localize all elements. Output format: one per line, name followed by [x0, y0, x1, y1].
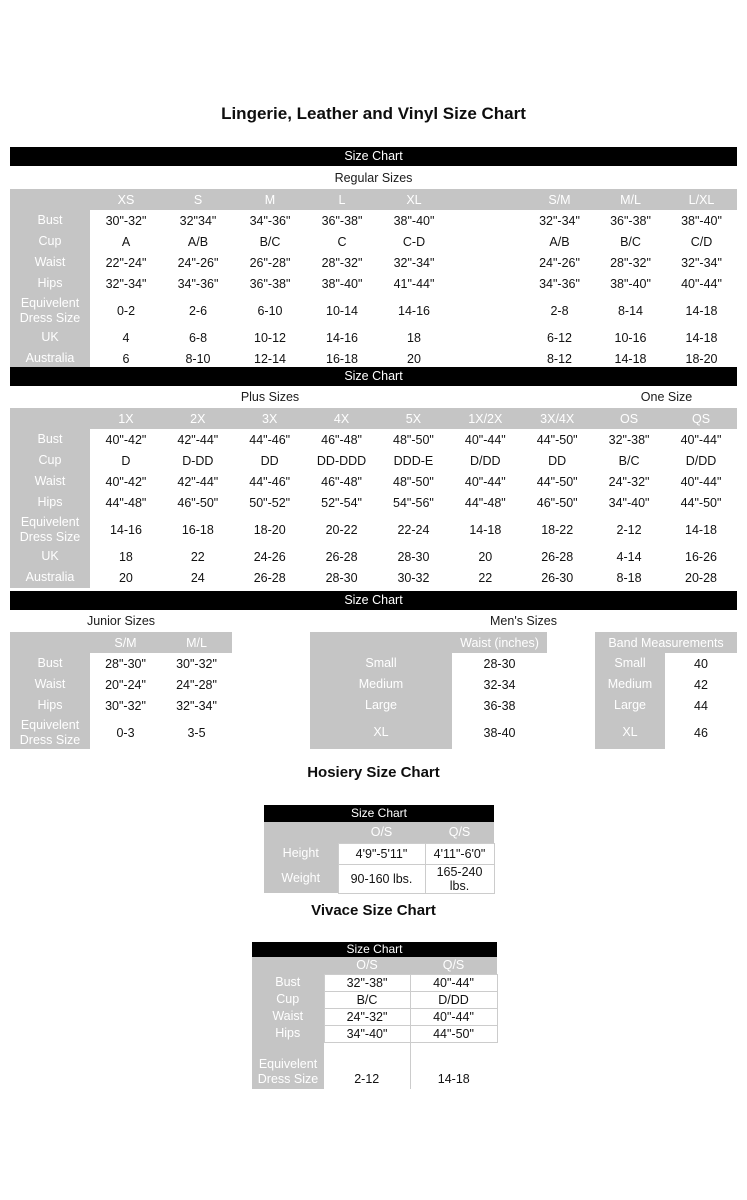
value-cell: 10-14 [306, 294, 378, 327]
row-label: Bust [10, 429, 90, 450]
value-cell: C-D [378, 231, 450, 252]
value-cell: 46"-50" [162, 492, 234, 513]
value-cell: 30"-32" [90, 695, 161, 716]
column-header: O/S [338, 822, 425, 843]
value-cell: 28-30 [378, 546, 450, 567]
gap-cell [450, 273, 524, 294]
row-label [252, 1042, 324, 1056]
mens-sizes-label: Men's Sizes [490, 614, 557, 628]
value-cell: 22 [449, 567, 521, 588]
value-cell: 26-30 [521, 567, 593, 588]
value-cell: 26"-28" [234, 252, 306, 273]
column-header: 3X [234, 408, 306, 429]
value-cell: 34"-40" [324, 1025, 410, 1042]
column-header: M/L [595, 189, 666, 210]
value-cell: 40"-44" [449, 471, 521, 492]
row-label: XL [595, 716, 665, 749]
value-cell: 20 [378, 348, 450, 369]
value-cell: 40"-44" [665, 429, 737, 450]
value-cell: 14-18 [449, 513, 521, 546]
value-cell: 18 [90, 546, 162, 567]
gap-cell [450, 252, 524, 273]
size-chart-bar: Size Chart [10, 367, 737, 386]
value-cell: DDD-E [378, 450, 450, 471]
mens-sizes-table [310, 632, 737, 749]
value-cell: 0-2 [90, 294, 162, 327]
value-cell: 40"-44" [665, 471, 737, 492]
column-header: OS [593, 408, 665, 429]
hosiery-table [264, 822, 495, 894]
value-cell: 14-18 [665, 513, 737, 546]
column-header: S [162, 189, 234, 210]
value-cell: D/DD [449, 450, 521, 471]
gap-cell [450, 327, 524, 348]
value-cell: 41"-44" [378, 273, 450, 294]
value-cell: 46"-48" [306, 471, 378, 492]
value-cell: 32"-34" [524, 210, 595, 231]
value-cell: 44"-50" [521, 471, 593, 492]
value-cell: 22"-24" [90, 252, 162, 273]
value-cell: 28-30 [452, 653, 547, 674]
value-cell: 26-28 [521, 546, 593, 567]
value-cell: 34"-36" [162, 273, 234, 294]
value-cell: 44"-50" [521, 429, 593, 450]
row-label: Waist [10, 471, 90, 492]
value-cell: 24"-26" [162, 252, 234, 273]
value-cell: 26-28 [306, 546, 378, 567]
value-cell: 14-18 [410, 1056, 497, 1089]
row-label: Medium [310, 674, 452, 695]
row-label: Equivelent Dress Size [10, 513, 90, 546]
value-cell: 8-12 [524, 348, 595, 369]
value-cell: 28"-32" [595, 252, 666, 273]
value-cell: 8-14 [595, 294, 666, 327]
value-cell: 40"-44" [449, 429, 521, 450]
value-cell: 14-18 [595, 348, 666, 369]
value-cell: 32"-38" [593, 429, 665, 450]
value-cell: 14-16 [306, 327, 378, 348]
row-label: Australia [10, 348, 90, 369]
junior-sizes-table [10, 632, 232, 749]
column-header [10, 632, 90, 653]
value-cell: 32-34 [452, 674, 547, 695]
value-cell: 24"-32" [593, 471, 665, 492]
row-label: Bust [10, 653, 90, 674]
row-label: Large [595, 695, 665, 716]
row-label: Waist [10, 674, 90, 695]
vivace-title: Vivace Size Chart [311, 902, 436, 919]
value-cell: 46 [665, 716, 737, 749]
value-cell: DD [234, 450, 306, 471]
value-cell: 24-26 [234, 546, 306, 567]
value-cell: 50"-52" [234, 492, 306, 513]
gap-cell [450, 294, 524, 327]
value-cell: 32"34" [162, 210, 234, 231]
value-cell: 40"-44" [666, 273, 737, 294]
column-header: Band Measurements [595, 632, 737, 653]
row-label: Height [264, 843, 338, 864]
value-cell: 16-18 [162, 513, 234, 546]
column-header: XS [90, 189, 162, 210]
value-cell: 24"-32" [324, 1008, 410, 1025]
value-cell: 2-12 [593, 513, 665, 546]
value-cell: 52"-54" [306, 492, 378, 513]
one-size-label: One Size [640, 390, 693, 404]
value-cell: 4'9"-5'11" [338, 843, 425, 864]
column-header: 3X/4X [521, 408, 593, 429]
value-cell: 24 [162, 567, 234, 588]
value-cell: D/DD [665, 450, 737, 471]
value-cell: 14-16 [90, 513, 162, 546]
value-cell: 32"-34" [90, 273, 162, 294]
value-cell: A/B [162, 231, 234, 252]
column-header [10, 189, 90, 210]
row-label: Bust [252, 974, 324, 991]
row-label: Medium [595, 674, 665, 695]
row-label: Small [595, 653, 665, 674]
row-label: Hips [10, 695, 90, 716]
value-cell: 46"-48" [306, 429, 378, 450]
value-cell: 2-8 [524, 294, 595, 327]
column-header: S/M [524, 189, 595, 210]
value-cell: 32"-34" [378, 252, 450, 273]
gap-cell [547, 653, 595, 674]
value-cell [324, 1042, 410, 1056]
value-cell: C/D [666, 231, 737, 252]
value-cell: 20-28 [665, 567, 737, 588]
gap-cell [547, 716, 595, 749]
value-cell: 44"-46" [234, 471, 306, 492]
value-cell: 3-5 [161, 716, 232, 749]
value-cell: 28"-32" [306, 252, 378, 273]
value-cell: 12-14 [234, 348, 306, 369]
row-label: Cup [10, 450, 90, 471]
gap-cell [450, 210, 524, 231]
value-cell: 38"-40" [595, 273, 666, 294]
value-cell: 22-24 [378, 513, 450, 546]
row-label: Australia [10, 567, 90, 588]
value-cell: 44"-46" [234, 429, 306, 450]
page-title: Lingerie, Leather and Vinyl Size Chart [221, 104, 526, 123]
value-cell: 40 [665, 653, 737, 674]
value-cell: 36"-38" [595, 210, 666, 231]
value-cell: 48"-50" [378, 471, 450, 492]
value-cell: A [90, 231, 162, 252]
column-header: L/XL [666, 189, 737, 210]
column-header [264, 822, 338, 843]
column-header: 2X [162, 408, 234, 429]
value-cell: 42 [665, 674, 737, 695]
value-cell: A/B [524, 231, 595, 252]
value-cell: 20"-24" [90, 674, 161, 695]
column-header: 5X [378, 408, 450, 429]
column-header [310, 632, 452, 653]
value-cell: 46"-50" [521, 492, 593, 513]
value-cell: 36"-38" [306, 210, 378, 231]
value-cell: 38"-40" [306, 273, 378, 294]
row-label: Bust [10, 210, 90, 231]
value-cell: 40"-44" [410, 1008, 497, 1025]
value-cell: 4 [90, 327, 162, 348]
row-label: Cup [10, 231, 90, 252]
value-cell: 30"-32" [90, 210, 162, 231]
value-cell: 36"-38" [234, 273, 306, 294]
column-header: 1X [90, 408, 162, 429]
value-cell: D-DD [162, 450, 234, 471]
row-label: Waist [10, 252, 90, 273]
value-cell: 18-20 [666, 348, 737, 369]
value-cell: 4'11"-6'0" [425, 843, 494, 864]
value-cell: 30"-32" [161, 653, 232, 674]
value-cell: 36-38 [452, 695, 547, 716]
value-cell: DD-DDD [306, 450, 378, 471]
gap-cell [450, 348, 524, 369]
row-label: Cup [252, 991, 324, 1008]
row-label: Large [310, 695, 452, 716]
gap-cell [547, 695, 595, 716]
value-cell: 44 [665, 695, 737, 716]
value-cell: 20-22 [306, 513, 378, 546]
size-chart-bar: Size Chart [264, 805, 494, 822]
column-header: XL [378, 189, 450, 210]
column-header [252, 957, 324, 974]
value-cell: 40"-44" [410, 974, 497, 991]
column-header: 1X/2X [449, 408, 521, 429]
value-cell: 24"-26" [524, 252, 595, 273]
value-cell: 10-12 [234, 327, 306, 348]
gap-cell [450, 231, 524, 252]
value-cell: 38"-40" [378, 210, 450, 231]
value-cell: 34"-36" [524, 273, 595, 294]
value-cell: 28"-30" [90, 653, 161, 674]
value-cell: 44"-50" [410, 1025, 497, 1042]
value-cell: D [90, 450, 162, 471]
column-header: S/M [90, 632, 161, 653]
column-header: 4X [306, 408, 378, 429]
value-cell: 165-240 lbs. [425, 864, 494, 893]
value-cell: 0-3 [90, 716, 161, 749]
value-cell: 42"-44" [162, 429, 234, 450]
plus-sizes-table [10, 408, 737, 588]
value-cell: 14-16 [378, 294, 450, 327]
row-label: UK [10, 546, 90, 567]
value-cell: 28-30 [306, 567, 378, 588]
value-cell: 6-12 [524, 327, 595, 348]
row-label: Hips [252, 1025, 324, 1042]
column-header: Q/S [425, 822, 494, 843]
gap-cell [547, 674, 595, 695]
regular-sizes-table [10, 189, 737, 369]
value-cell: 18-22 [521, 513, 593, 546]
value-cell: 32"-34" [161, 695, 232, 716]
junior-sizes-label: Junior Sizes [86, 614, 156, 628]
hosiery-title: Hosiery Size Chart [307, 764, 440, 781]
value-cell: 10-16 [595, 327, 666, 348]
value-cell: 6 [90, 348, 162, 369]
value-cell: 90-160 lbs. [338, 864, 425, 893]
value-cell: B/C [324, 991, 410, 1008]
row-label: Small [310, 653, 452, 674]
column-header: M/L [161, 632, 232, 653]
value-cell: 20 [90, 567, 162, 588]
value-cell: 34"-40" [593, 492, 665, 513]
value-cell: 20 [449, 546, 521, 567]
value-cell: 6-8 [162, 327, 234, 348]
row-label: Waist [252, 1008, 324, 1025]
value-cell: 44"-48" [449, 492, 521, 513]
column-header [10, 408, 90, 429]
plus-sizes-label: Plus Sizes [240, 390, 300, 404]
value-cell: 40"-42" [90, 429, 162, 450]
value-cell: 14-18 [666, 327, 737, 348]
value-cell: 26-28 [234, 567, 306, 588]
regular-sizes-label: Regular Sizes [334, 171, 413, 185]
value-cell: 22 [162, 546, 234, 567]
value-cell: B/C [595, 231, 666, 252]
value-cell: 32"-34" [666, 252, 737, 273]
value-cell: 2-6 [162, 294, 234, 327]
value-cell: 34"-36" [234, 210, 306, 231]
value-cell: 18 [378, 327, 450, 348]
value-cell: 18-20 [234, 513, 306, 546]
value-cell: 6-10 [234, 294, 306, 327]
value-cell: C [306, 231, 378, 252]
value-cell: 8-10 [162, 348, 234, 369]
row-label: Hips [10, 492, 90, 513]
value-cell: 16-18 [306, 348, 378, 369]
value-cell: 38-40 [452, 716, 547, 749]
value-cell: 24"-28" [161, 674, 232, 695]
value-cell: B/C [234, 231, 306, 252]
value-cell: 8-18 [593, 567, 665, 588]
column-header: Q/S [410, 957, 497, 974]
value-cell: D/DD [410, 991, 497, 1008]
size-chart-bar: Size Chart [10, 591, 737, 610]
row-label: UK [10, 327, 90, 348]
value-cell: 42"-44" [162, 471, 234, 492]
row-label: XL [310, 716, 452, 749]
column-header: M [234, 189, 306, 210]
row-label: Equivelent Dress Size [252, 1056, 324, 1089]
size-chart-bar: Size Chart [252, 942, 497, 957]
vivace-table [252, 957, 498, 1089]
value-cell [410, 1042, 497, 1056]
value-cell: B/C [593, 450, 665, 471]
column-header: QS [665, 408, 737, 429]
value-cell: 14-18 [666, 294, 737, 327]
column-header: O/S [324, 957, 410, 974]
column-header [547, 632, 595, 653]
column-header [450, 189, 524, 210]
value-cell: DD [521, 450, 593, 471]
value-cell: 44"-50" [665, 492, 737, 513]
row-label: Hips [10, 273, 90, 294]
value-cell: 4-14 [593, 546, 665, 567]
row-label: Equivelent Dress Size [10, 716, 90, 749]
value-cell: 44"-48" [90, 492, 162, 513]
value-cell: 2-12 [324, 1056, 410, 1089]
value-cell: 40"-42" [90, 471, 162, 492]
row-label: Weight [264, 864, 338, 893]
value-cell: 30-32 [378, 567, 450, 588]
value-cell: 32"-38" [324, 974, 410, 991]
size-chart-bar: Size Chart [10, 147, 737, 166]
column-header: L [306, 189, 378, 210]
column-header: Waist (inches) [452, 632, 547, 653]
value-cell: 54"-56" [378, 492, 450, 513]
value-cell: 16-26 [665, 546, 737, 567]
row-label: Equivelent Dress Size [10, 294, 90, 327]
value-cell: 38"-40" [666, 210, 737, 231]
value-cell: 48"-50" [378, 429, 450, 450]
